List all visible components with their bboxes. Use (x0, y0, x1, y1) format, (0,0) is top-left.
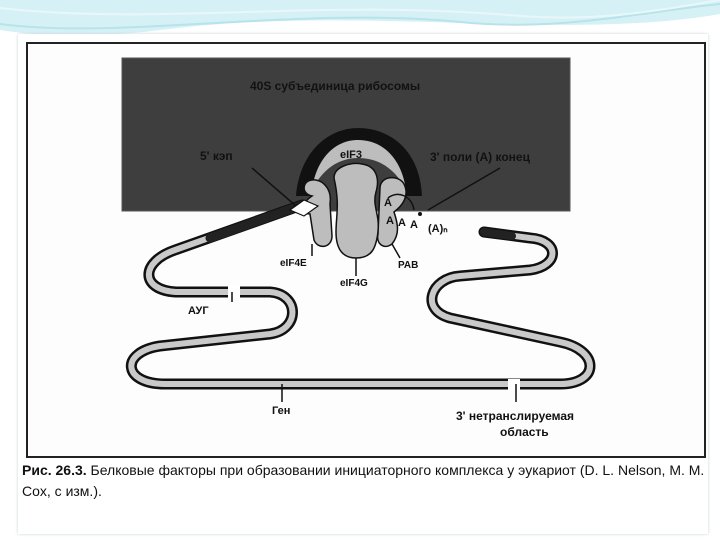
polya-dot (418, 212, 422, 216)
label-ribosome-subunit: 40S субъединица рибосомы (250, 79, 421, 93)
label-polya-n: (A)ₙ (428, 223, 448, 235)
caption-figure-number: Рис. 26.3. (22, 462, 87, 478)
label-polya-a2: A (386, 215, 394, 227)
mrna-3prime-dark-segment (484, 232, 512, 236)
label-aug: АУГ (188, 305, 209, 317)
figure-caption (22, 460, 707, 502)
label-eif4g: eIF4G (340, 278, 368, 289)
label-polya-tail: 3' поли (A) конец (430, 150, 530, 164)
label-polya-a1: A (384, 197, 392, 209)
label-gene: Ген (272, 405, 291, 417)
label-cap-5prime: 5' кэп (200, 149, 233, 163)
mrna-white-band-utr (508, 379, 520, 390)
leader-pab (392, 244, 400, 258)
label-pab: PAB (398, 260, 419, 271)
mrna-white-band-aug (228, 285, 240, 298)
label-utr3-line2: область (500, 425, 549, 439)
label-polya-a3: A (398, 217, 406, 229)
eif4g-factor (334, 164, 378, 258)
pab-factor (378, 178, 406, 247)
caption-text: Белковые факторы при образовании инициаторного комплекса у эукариот (D. L. Nelson, M. M. Cox, с изм.). (22, 462, 705, 499)
label-eif4e: eIF4E (280, 258, 307, 269)
label-eif3: eIF3 (340, 149, 363, 161)
label-polya-a4: A (410, 219, 418, 231)
label-utr3-line1: 3' нетранслируемая (456, 409, 575, 423)
